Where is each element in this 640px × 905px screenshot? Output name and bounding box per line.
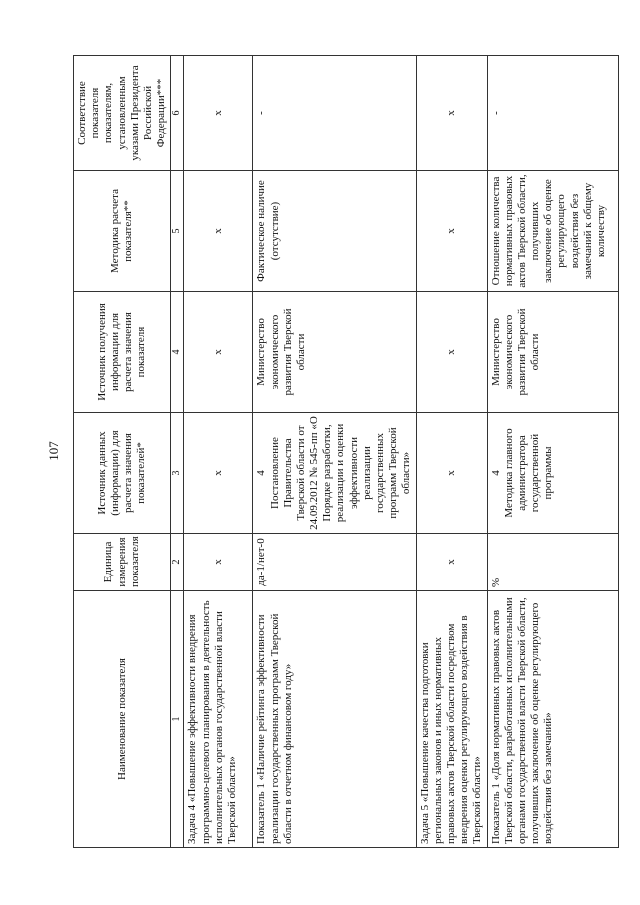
method-cell: Отношение количества нормативных правовых актов Тверской области, получивших заключение об оценке регулирующего воздействия без замечаний к общему количеству [487,171,618,292]
source-number: 4 [489,470,502,476]
header-data-source: Источник данных (информации) для расчета значения показателей* [74,413,171,534]
column-number: 3 [171,413,184,534]
header-presidential-decree: Соответствие показателя показателям, установленным указами Президента Российской Федерации*** [74,56,171,171]
header-row [74,56,171,848]
source-cell: x [184,413,253,534]
method-cell: x [416,171,487,292]
origin-cell: Министерство экономического развития Тверской области [253,292,416,413]
table-row-task-5 [416,56,487,848]
column-number: 5 [171,171,184,292]
column-number-row [171,56,184,848]
header-unit: Единица измерения показателя [74,534,171,591]
header-indicator-name: Наименование показателя [74,591,171,848]
column-number: 6 [171,56,184,171]
indicator-name: Задача 5 «Повышение качества подготовки региональных законов и иных нормативных правовых актов Тверской области посредством внедрения оценки регулирующего воздействия в Тверской области» [416,591,487,848]
unit-cell: x [184,534,253,591]
decree-cell: - [253,56,416,171]
source-cell [253,413,416,534]
table-row-task-5-indicator-1 [487,56,618,848]
decree-cell: x [416,56,487,171]
source-cell [487,413,618,534]
method-cell: x [184,171,253,292]
unit-cell: да-1/нет-0 [253,534,416,591]
column-number: 1 [171,591,184,848]
origin-cell: x [416,292,487,413]
column-number: 2 [171,534,184,591]
source-text: Методика главного администратора государственной программы [502,428,555,518]
page-number: 107 [46,441,61,461]
indicator-name: Задача 4 «Повышение эффективности внедрения программно-целевого планирования в деятельность исполнительных органов государственной власти Тверской области» [184,591,253,848]
origin-cell: x [184,292,253,413]
source-cell: x [416,413,487,534]
indicator-name: Показатель 1 «Доля нормативных правовых актов Тверской области, разработанных исполнительными органами государственной власти Тверской области, получивших заключение об оценке регулирующего воздействия без замечаний» [487,591,618,848]
indicator-table-sheet [73,56,623,848]
indicator-name: Показатель 1 «Наличие рейтинга эффективности реализации государственных программ Тверской области в отчетном финансовом году» [253,591,416,848]
decree-cell: - [487,56,618,171]
header-info-origin: Источник получения информации для расчета значения показателя [74,292,171,413]
table-row-task-4-indicator-1 [253,56,416,848]
column-number: 4 [171,292,184,413]
unit-cell: % [487,534,618,591]
source-number: 4 [255,470,268,476]
indicator-table [73,55,619,848]
header-calculation-method: Методика расчета показателя** [74,171,171,292]
table-row-task-4 [184,56,253,848]
origin-cell: Министерство экономического развития Тверской области [487,292,618,413]
method-cell: Фактическое наличие (отсутствие) [253,171,416,292]
source-text: Постановление Правительства Тверской области от 24.09.2012 № 545-пп «О Порядке разработки, реализации и оценки эффективности реализации государственных программ Тверской области» [268,416,413,530]
unit-cell: x [416,534,487,591]
decree-cell: x [184,56,253,171]
